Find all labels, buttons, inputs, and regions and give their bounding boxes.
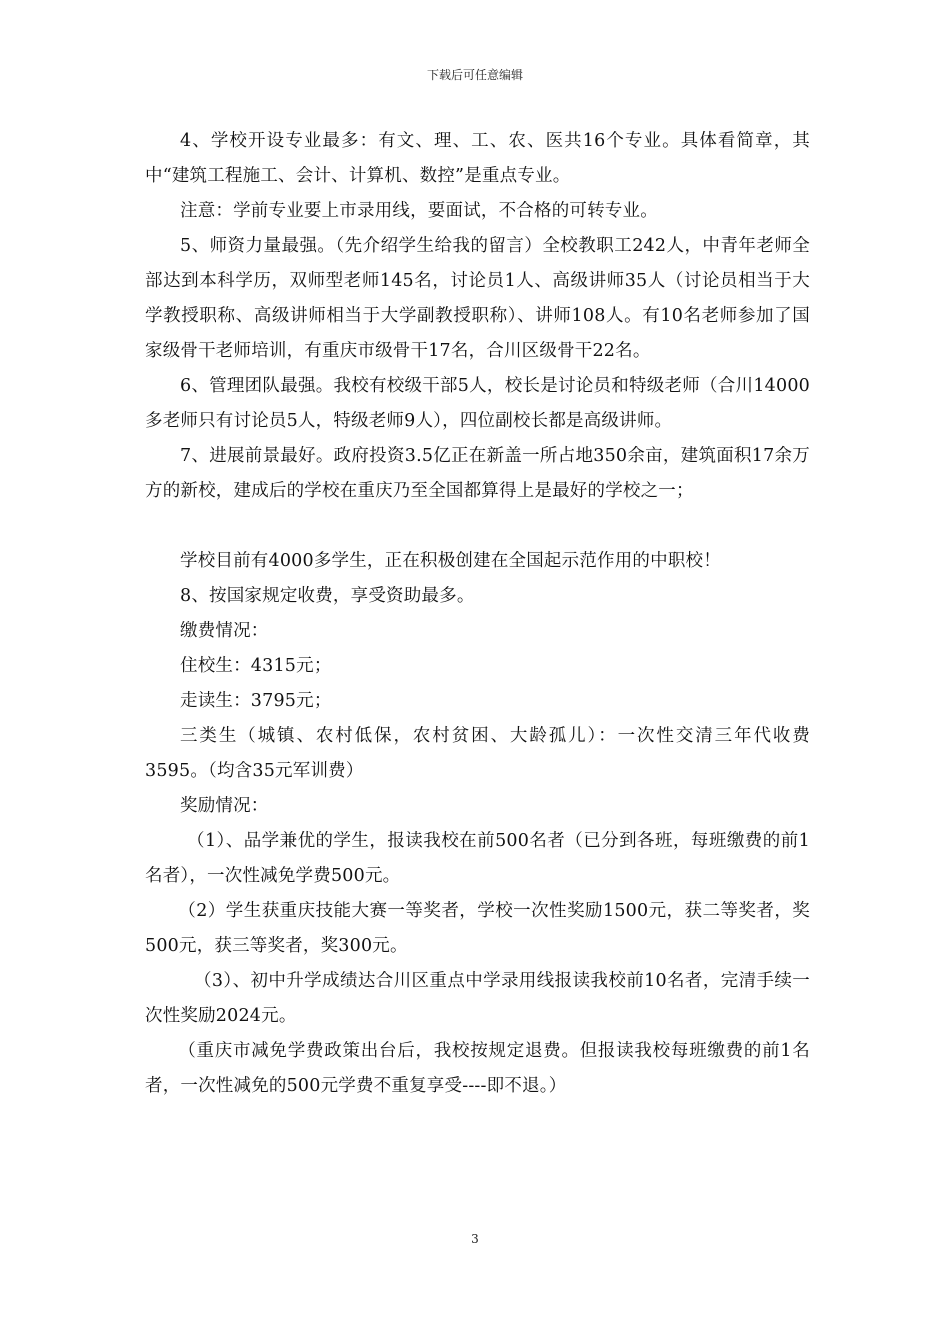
paragraph-fees-heading: 8、按国家规定收费，享受资助最多。 [180,586,475,606]
paragraph-refund-note: （重庆市减免学费政策出台后，我校按规定退费。但报读我校每班缴费的前1名者，一次性减免的500元学费不重复享受----即不退。） [145,1041,810,1096]
document-body [145,124,810,1104]
paragraph-payment-label: 缴费情况： [180,621,269,641]
paragraph-note: 注意：学前专业要上市录用线，要面试，不合格的可转专业。 [180,201,658,221]
paragraph-majors: 4、学校开设专业最多：有文、理、工、农、医共16个专业。具体看简章，其中“建筑工程施工、会计、计算机、数控”是重点专业。 [145,131,810,186]
paragraph-day-fee: 走读生：3795元； [180,691,332,711]
page-header: 下载后可任意编辑 [426,68,523,82]
paragraph-teachers: 5、师资力量最强。（先介绍学生给我的留言）全校教职工242人，中青年老师全部达到本科学历，双师型老师145名，讨论员1人、高级讲师35人（讨论员相当于大学教授职称、高级讲师相当于大学副教授职称）、讲师108人。有10名老师参加了国家级骨干老师培训，有重庆市级骨干17名，合川区级骨干22名。 [145,236,810,361]
page-number: 3 [471,1232,479,1246]
paragraph-rewards-label: 奖励情况： [180,796,269,816]
paragraph-reward-2: （2）学生获重庆技能大赛一等奖者，学校一次性奖励1500元，获二等奖者，奖500元，获三等奖者，奖300元。 [145,901,810,956]
paragraph-special-fee: 三类生（城镇、农村低保，农村贫困、大龄孤儿）：一次性交清三年代收费3595。（均含35元军训费） [145,726,810,781]
paragraph-reward-3: （3）、初中升学成绩达合川区重点中学录用线报读我校前10名者，完清手续一次性奖励2024元。 [145,971,810,1026]
paragraph-boarding-fee: 住校生：4315元； [180,656,332,676]
paragraph-prospects: 7、进展前景最好。政府投资3.5亿正在新盖一所占地350余亩，建筑面积17余万方的新校，建成后的学校在重庆乃至全国都算得上是最好的学校之一； [145,446,810,501]
paragraph-management: 6、管理团队最强。我校有校级干部5人，校长是讨论员和特级老师（合川14000多老师只有讨论员5人，特级老师9人），四位副校长都是高级讲师。 [145,376,810,431]
paragraph-reward-1: （1）、品学兼优的学生，报读我校在前500名者（已分到各班，每班缴费的前1名者），一次性减免学费500元。 [145,831,810,886]
paragraph-students: 学校目前有4000多学生，正在积极创建在全国起示范作用的中职校！ [180,551,721,571]
